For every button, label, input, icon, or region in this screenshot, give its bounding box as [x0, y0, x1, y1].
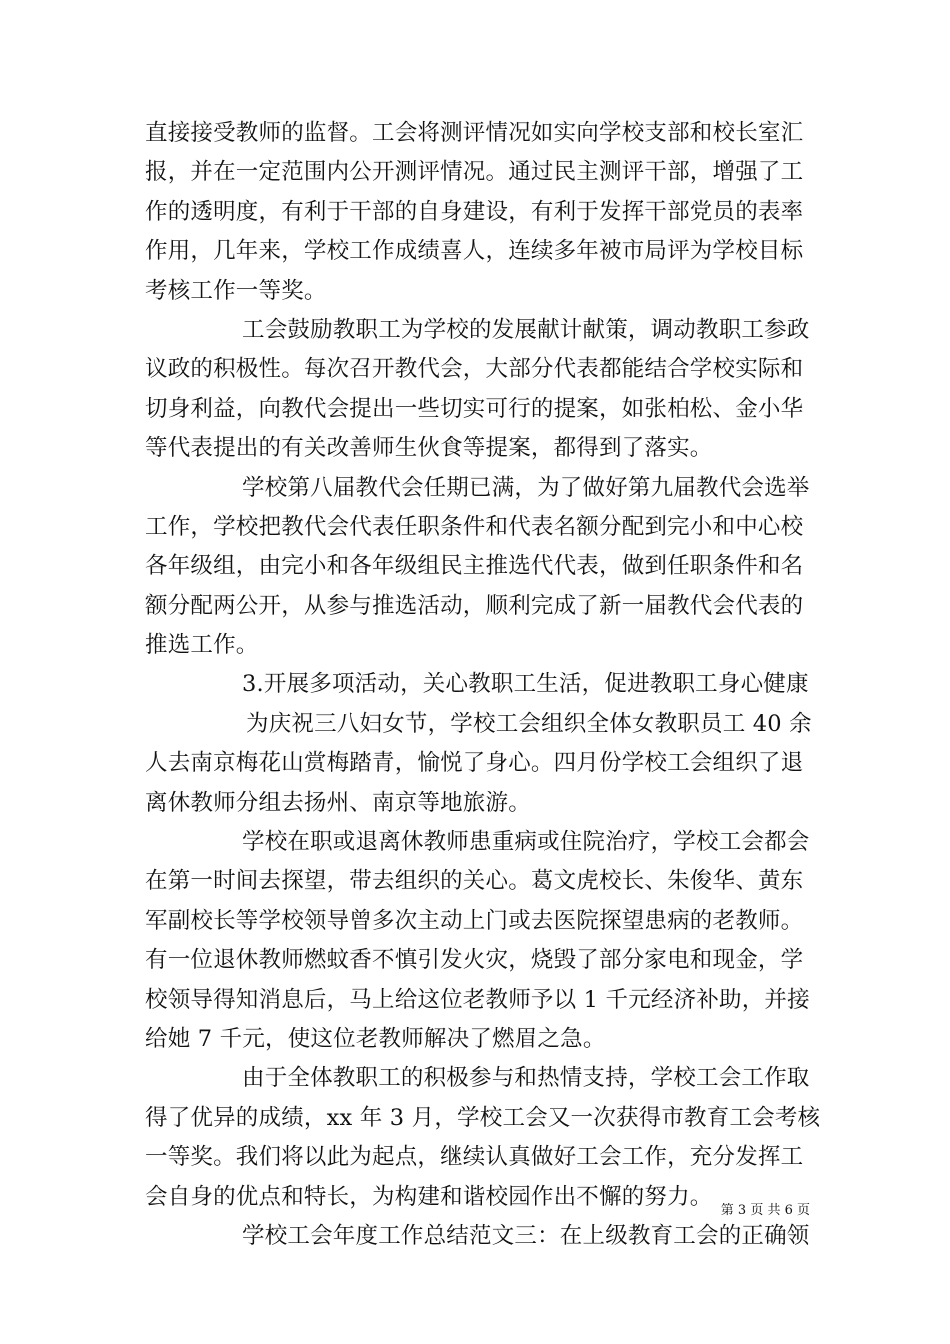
text-line: 作的透明度，有利于干部的自身建设，有利于发挥干部党员的表率 [145, 198, 804, 225]
text-line: 工作，学校把教代会代表任职条件和代表名额分配到完小和中心校 [145, 513, 804, 540]
paragraph-start-line: 工会鼓励教职工为学校的发展献计献策，调动教职工参政 [242, 316, 810, 343]
text-line: 有一位退休教师燃蚊香不慎引发火灾，烧毁了部分家电和现金，学 [145, 947, 804, 974]
text-line: 作用，几年来，学校工作成绩喜人，连续多年被市局评为学校目标 [145, 238, 804, 265]
text-line: 推选工作。 [145, 632, 259, 659]
paragraph-start-line: 学校第八届教代会任期已满，为了做好第九届教代会选举 [242, 474, 810, 501]
text-line: 人去南京梅花山赏梅踏青，愉悦了身心。四月份学校工会组织了退 [145, 750, 804, 777]
text-line: 得了优异的成绩，xx 年 3 月，学校工会又一次获得市教育工会考核 [145, 1104, 821, 1131]
page-number-footer: 第 3 页 共 6 页 [720, 1203, 810, 1218]
text-line: 议政的积极性。每次召开教代会，大部分代表都能结合学校实际和 [145, 356, 804, 383]
text-line: 校领导得知消息后，马上给这位老教师予以 1 千元经济补助，并接 [145, 986, 810, 1013]
text-line: 报，并在一定范围内公开测评情况。通过民主测评干部，增强了工 [145, 159, 804, 186]
paragraph-start-line: 由于全体教职工的积极参与和热情支持，学校工会工作取 [242, 1065, 810, 1092]
document-body [145, 114, 821, 1256]
text-line: 考核工作一等奖。 [145, 277, 327, 304]
paragraph-start-line: 学校工会年度工作总结范文三：在上级教育工会的正确领 [242, 1222, 810, 1249]
text-line: 等代表提出的有关改善师生伙食等提案，都得到了落实。 [145, 435, 713, 462]
text-line: 直接接受教师的监督。工会将测评情况如实向学校支部和校长室汇 [145, 120, 804, 146]
text-line: 各年级组，由完小和各年级组民主推选代代表，做到任职条件和名 [145, 553, 804, 580]
section-heading: 3.开展多项活动，关心教职工生活，促进教职工身心健康 [242, 671, 809, 698]
paragraph-start-line: 学校在职或退离休教师患重病或住院治疗，学校工会都会 [242, 829, 810, 856]
text-line: 切身利益，向教代会提出一些切实可行的提案，如张柏松、金小华 [145, 395, 804, 422]
text-line: 一等奖。我们将以此为起点，继续认真做好工会工作，充分发挥工 [145, 1144, 804, 1171]
text-line: 会自身的优点和特长，为构建和谐校园作出不懈的努力。 [145, 1183, 713, 1210]
text-line: 给她 7 千元，使这位老教师解决了燃眉之急。 [145, 1025, 606, 1052]
text-line: 军副校长等学校领导曾多次主动上门或去医院探望患病的老教师。 [145, 907, 804, 934]
text-line: 在第一时间去探望，带去组织的关心。葛文虎校长、朱俊华、黄东 [145, 868, 804, 895]
paragraph-start-line: 为庆祝三八妇女节，学校工会组织全体女教职员工 40 余 [246, 710, 812, 737]
text-line: 额分配两公开，从参与推选活动，顺利完成了新一届教代会代表的 [145, 592, 804, 619]
text-line: 离休教师分组去扬州、南京等地旅游。 [145, 789, 531, 816]
